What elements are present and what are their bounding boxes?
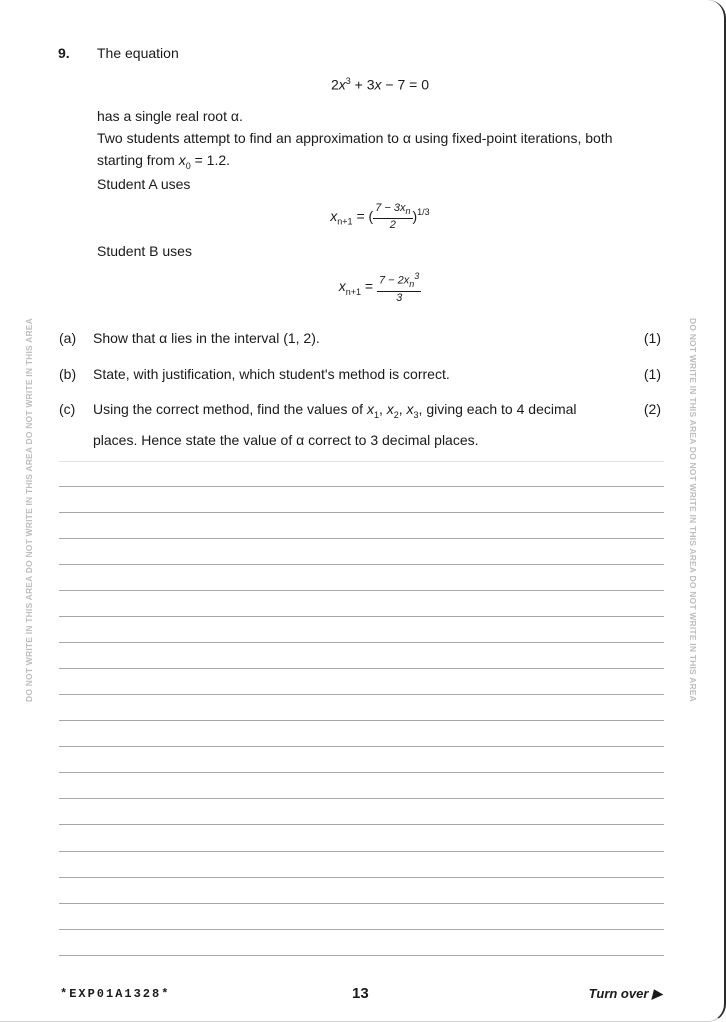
student-a-label: Student A uses bbox=[97, 176, 191, 192]
student-a-fraction: $\frac{7 - 3x_n}{2}$ bbox=[375, 202, 411, 232]
answer-line[interactable] bbox=[59, 486, 664, 487]
part-a-marks: (1) bbox=[643, 330, 661, 346]
student-b-fraction: $\frac{7 - 2x_n^3}{3}$ bbox=[378, 271, 420, 304]
answer-line[interactable] bbox=[59, 798, 664, 799]
answer-line[interactable] bbox=[59, 851, 664, 852]
side-margin-warning-right: DO NOT WRITE IN THIS AREA DO NOT WRITE IN THIS AREA DO NOT WRITE IN THIS AREA bbox=[688, 317, 698, 703]
answer-line[interactable] bbox=[59, 616, 664, 617]
answer-line[interactable] bbox=[59, 720, 664, 721]
part-c-text-line2: places. Hence state the value of α correct to 3 decimal places. bbox=[93, 431, 479, 448]
attempt-line-1: Two students attempt to find an approximation to α using fixed-point iterations, both bbox=[97, 130, 613, 146]
part-b-text: State, with justification, which student's method is correct. bbox=[93, 366, 450, 382]
answer-line[interactable] bbox=[59, 512, 664, 513]
root-statement: has a single real root α. bbox=[97, 108, 243, 124]
side-margin-warning-left: DO NOT WRITE IN THIS AREA DO NOT WRITE IN THIS AREA DO NOT WRITE IN THIS AREA bbox=[24, 317, 34, 703]
part-c-marks: (2) bbox=[643, 401, 661, 417]
part-a-label: (a) bbox=[59, 330, 77, 346]
student-b-formula: $x_{n+1}$ = $\frac{7 - 2x_n^3}{3}$ bbox=[338, 271, 420, 304]
part-b-marks: (1) bbox=[643, 366, 661, 382]
main-equation: $2x^3 + 3x - 7 = 0$ bbox=[330, 76, 430, 93]
answer-line[interactable] bbox=[59, 564, 664, 565]
answer-line[interactable] bbox=[59, 824, 664, 825]
part-b-label: (b) bbox=[59, 366, 77, 382]
turn-over-label: Turn over ▶ bbox=[588, 986, 662, 1001]
answer-line[interactable] bbox=[59, 694, 664, 695]
answer-line[interactable] bbox=[59, 590, 664, 591]
start-value: $x_0 = 1.2$. bbox=[178, 152, 231, 171]
answer-line[interactable] bbox=[59, 772, 664, 773]
answer-line[interactable] bbox=[59, 668, 664, 669]
question-intro: The equation bbox=[97, 45, 179, 61]
answer-line[interactable] bbox=[59, 538, 664, 539]
student-a-formula: $x_{n+1}$ = ( $\frac{7 - 3x_n}{2}$ )$^{1/3}$ bbox=[330, 202, 430, 232]
page-number: 13 bbox=[352, 985, 369, 1002]
question-number: 9. bbox=[58, 45, 70, 61]
answer-line[interactable] bbox=[59, 903, 664, 904]
answer-line[interactable] bbox=[59, 746, 664, 747]
part-c-label: (c) bbox=[59, 401, 76, 417]
part-a-text: Show that α lies in the interval (1, 2). bbox=[93, 330, 320, 346]
answer-line[interactable] bbox=[59, 461, 664, 462]
barcode-text: *EXP01A1328* bbox=[60, 987, 171, 1001]
part-c-text: Using the correct method, find the values of $x_1$, $x_2$, $x_3$, giving each to 4 decimal places. Hence state the value of α correct to 3 decimal places. bbox=[93, 401, 577, 448]
answer-line[interactable] bbox=[59, 929, 664, 930]
answer-line[interactable] bbox=[59, 877, 664, 878]
student-b-label: Student B uses bbox=[97, 243, 192, 259]
answer-line[interactable] bbox=[59, 642, 664, 643]
answer-line[interactable] bbox=[59, 955, 664, 956]
start-prefix: starting from bbox=[97, 152, 175, 168]
